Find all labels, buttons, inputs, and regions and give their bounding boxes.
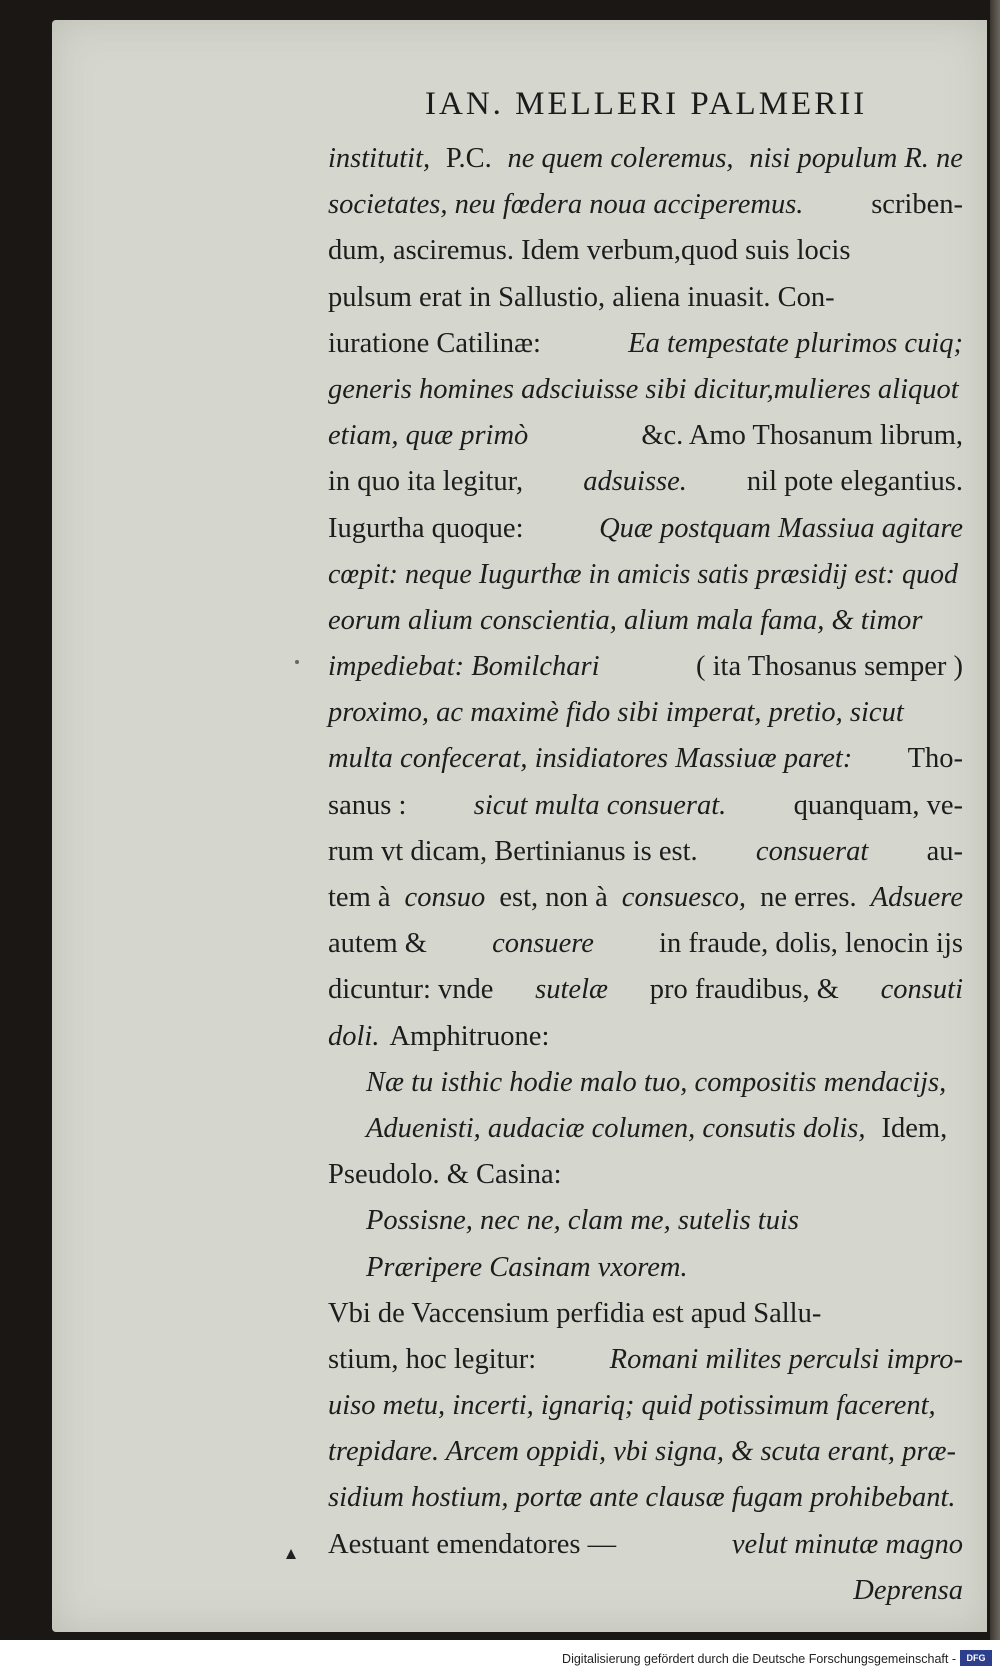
- text-line: [328, 783, 963, 829]
- text-line: [328, 644, 963, 690]
- text-line: [328, 736, 963, 782]
- text-line: [328, 598, 963, 644]
- italic-segment: Romani milites perculsi impro-: [609, 1343, 963, 1375]
- text-line: [328, 1291, 963, 1337]
- italic-segment: consuo: [404, 882, 486, 913]
- italic-segment: cœpit: neque Iugurthæ in amicis satis præsidij est: quod: [328, 558, 958, 590]
- roman-segment: Amphitruone:: [389, 1020, 550, 1052]
- paper-speck: [295, 660, 299, 664]
- text-line: [328, 921, 963, 967]
- text-line: [328, 413, 963, 459]
- italic-segment: sicut multa consuerat.: [473, 789, 727, 821]
- roman-segment: iuratione Catilinæ:: [328, 327, 541, 359]
- roman-segment: nil pote elegantius.: [746, 466, 963, 498]
- italic-segment: sidium hostium, portæ ante clausæ fugam prohibebant.: [328, 1482, 956, 1514]
- italic-segment: nisi populum R. ne: [749, 143, 963, 174]
- text-line: [328, 875, 963, 921]
- roman-segment: autem &: [328, 928, 427, 960]
- text-line: [328, 1245, 963, 1291]
- italic-segment: consuesco,: [621, 882, 747, 913]
- roman-segment: pro fraudibus, &: [649, 974, 839, 1006]
- text-line: [328, 1429, 963, 1475]
- running-head: IAN. MELLERI PALMERII: [425, 86, 868, 122]
- roman-segment: scriben-: [871, 189, 963, 221]
- italic-segment: etiam, quæ primò: [328, 420, 529, 452]
- catchword: Deprensa: [853, 1574, 963, 1606]
- roman-segment: au-: [926, 835, 963, 867]
- text-line: [328, 1522, 963, 1568]
- roman-segment: dum, asciremus. Idem verbum,quod suis locis: [328, 235, 851, 267]
- verse-quotation-amphitruo: [328, 1060, 963, 1152]
- italic-segment: Ea tempestate plurimos cuiq;: [628, 327, 963, 359]
- roman-segment: sanus :: [328, 789, 407, 821]
- text-line: [328, 1198, 963, 1244]
- text-line: [328, 459, 963, 505]
- italic-segment: Quæ postquam Massiua agitare: [599, 512, 963, 544]
- text-line: [328, 690, 963, 736]
- italic-segment: sutelæ: [535, 974, 608, 1006]
- italic-segment: eorum alium conscientia, alium mala fama, & timor: [328, 604, 923, 636]
- italic-segment: consuerat: [755, 835, 869, 867]
- italic-segment: Possisne, nec ne, clam me, sutelis tuis: [366, 1205, 799, 1237]
- roman-segment: Iugurtha quoque:: [328, 512, 524, 544]
- roman-segment: P.C.: [445, 143, 492, 174]
- roman-segment: ( ita Thosanus semper ): [696, 651, 963, 683]
- italic-segment: multa confecerat, insidiatores Massiuæ paret:: [328, 743, 853, 775]
- roman-segment: dicuntur: vnde: [328, 974, 494, 1006]
- italic-segment: doli.: [328, 1020, 380, 1052]
- text-line: [328, 506, 963, 552]
- roman-segment: pulsum erat in Sallustio, aliena inuasit. Con-: [328, 281, 835, 313]
- roman-segment: in fraude, dolis, lenocin ijs: [659, 928, 963, 960]
- italic-segment: institutit,: [328, 143, 431, 174]
- roman-segment: rum vt dicam, Bertinianus is est.: [328, 835, 698, 867]
- signature-mark: [286, 1549, 296, 1559]
- italic-segment: consuti: [880, 974, 963, 1006]
- roman-segment: Pseudolo. & Casina:: [328, 1159, 562, 1191]
- roman-segment: tem à: [328, 882, 391, 913]
- paragraph-vaccenses: [328, 1291, 963, 1568]
- text-line: [328, 1152, 963, 1198]
- roman-segment: ne erres.: [760, 882, 857, 913]
- roman-segment: stium, hoc legitur:: [328, 1343, 537, 1375]
- italic-segment: velut minutæ magno: [731, 1528, 963, 1560]
- italic-segment: adsuisse.: [583, 466, 687, 498]
- italic-segment: Aduenisti, audaciæ columen, consutis dolis,: [366, 1112, 866, 1144]
- italic-segment: Næ tu isthic hodie malo tuo, compositis mendacijs,: [366, 1066, 947, 1098]
- paragraph-main: [328, 136, 963, 1060]
- text-line: [328, 1014, 963, 1060]
- text-line: [328, 1060, 963, 1106]
- verse-quotation-casina: [328, 1198, 963, 1290]
- footer-credit: Digitalisierung gefördert durch die Deutsche Forschungsgemeinschaft -: [562, 1652, 956, 1666]
- text-line: [328, 552, 963, 598]
- text-line: [328, 367, 963, 413]
- book-edge: [990, 0, 1000, 1640]
- roman-segment: Aestuant emendatores —: [328, 1528, 617, 1560]
- text-line: [328, 1383, 963, 1429]
- digitization-footer: [0, 1640, 1000, 1672]
- italic-segment: Præripere Casinam vxorem.: [366, 1251, 688, 1283]
- body-text: [328, 136, 963, 1614]
- text-line: [328, 1106, 963, 1152]
- roman-segment: in quo ita legitur,: [328, 466, 524, 498]
- roman-segment: Vbi de Vaccensium perfidia est apud Sallu-: [328, 1297, 822, 1329]
- catchword-line: [328, 1568, 963, 1614]
- italic-segment: consuere: [492, 928, 594, 960]
- italic-segment: uiso metu, incerti, ignariq; quid potissimum facerent,: [328, 1390, 936, 1422]
- italic-segment: impediebat: Bomilchari: [328, 651, 600, 683]
- italic-segment: proximo, ac maximè fido sibi imperat, pretio, sicut: [328, 697, 904, 729]
- italic-segment: trepidare. Arcem oppidi, vbi signa, & scuta erant, præ-: [328, 1436, 957, 1468]
- text-line: [328, 1475, 963, 1521]
- roman-segment: quanquam, ve-: [793, 789, 963, 821]
- text-line: [328, 321, 963, 367]
- text-line: [328, 275, 963, 321]
- text-line: [328, 182, 963, 228]
- text-line: [328, 1337, 963, 1383]
- text-line: [328, 228, 963, 274]
- italic-segment: ne quem coleremus,: [507, 143, 734, 174]
- text-line: [328, 967, 963, 1013]
- roman-segment: est, non à: [499, 882, 608, 913]
- text-line: [328, 829, 963, 875]
- italic-segment: societates, neu fœdera noua acciperemus.: [328, 189, 804, 221]
- italic-segment: Adsuere: [870, 882, 963, 913]
- roman-segment: Idem,: [881, 1112, 948, 1144]
- roman-segment: Tho-: [907, 743, 963, 775]
- roman-segment: &c. Amo Thosanum librum,: [641, 420, 963, 452]
- paragraph-pseudolo: [328, 1152, 963, 1198]
- text-line: [328, 136, 963, 182]
- italic-segment: generis homines adsciuisse sibi dicitur,mulieres aliquot: [328, 373, 959, 405]
- dfg-logo: DFG: [960, 1650, 992, 1666]
